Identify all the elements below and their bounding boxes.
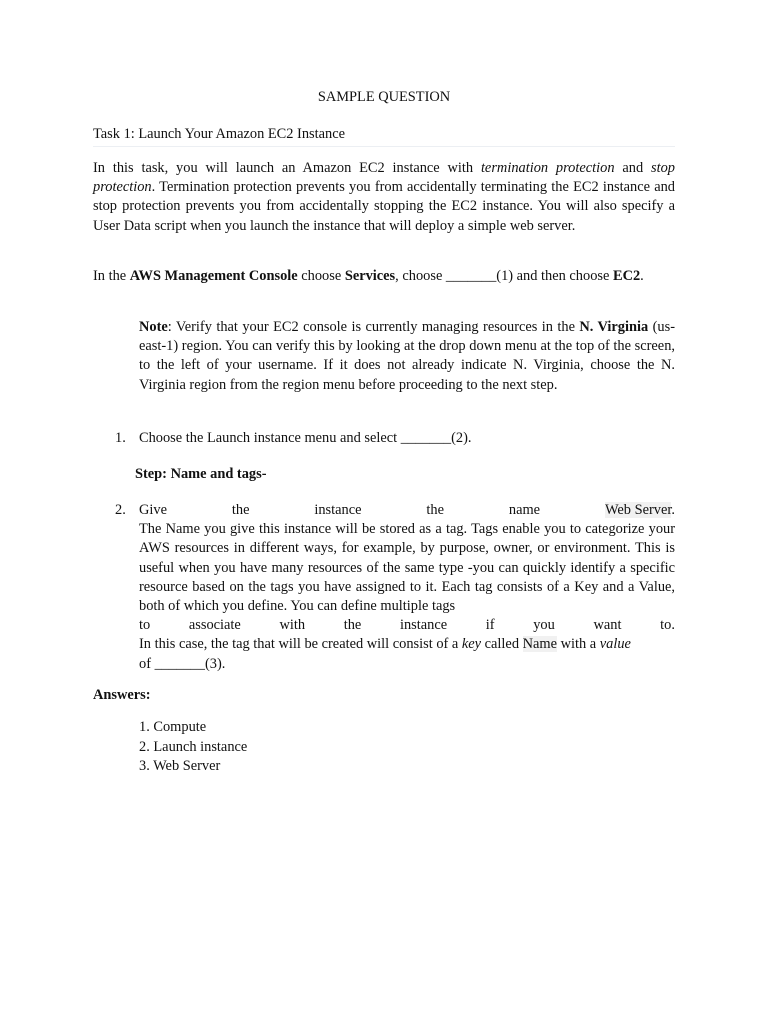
- list-number-2: 2.: [115, 502, 126, 518]
- aws-console-label: AWS Management Console: [129, 268, 298, 284]
- services-paragraph: In the AWS Management Console choose Services, choose _______(1) and then choose EC2.: [93, 268, 644, 284]
- list-number-1: 1.: [115, 430, 126, 446]
- list-item-1: Choose the Launch instance menu and select _______(2).: [139, 430, 472, 446]
- answers-list: [139, 718, 247, 777]
- value-emphasis: value: [599, 636, 631, 653]
- stop-protection-emphasis: stop protection: [93, 160, 675, 196]
- region-label: N. Virginia: [579, 319, 649, 335]
- item2-body: The Name you give this instance will be stored as a tag. Tags enable you to categorize your AWS resources in different ways, for example, by purpose, owner, or environment. This is useful when you have many resources of the same type -you can quickly identify a specific resource based on the tags you have assigned to it. Each tag consists of a Key and a Value, both of which you define. You can define multiple tags: [139, 521, 675, 615]
- answer-item: 3. Web Server: [139, 758, 221, 774]
- item2-first-line: Give the instance the name Web Server.: [139, 502, 675, 518]
- note-paragraph: Note: Verify that your EC2 console is currently managing resources in the N. Virginia (us-east-1) region. You can verify this by looking at the drop down menu at the top of the screen, to the left of your username. If it does not already indicate N. Virginia, choose the N. Virginia region from the region menu before proceeding to the next step.: [139, 319, 676, 393]
- note-label: Note: [139, 319, 168, 335]
- step-heading: Step: Name and tags-: [135, 466, 267, 482]
- ec2-label: EC2: [612, 268, 641, 284]
- task-heading: Task 1: Launch Your Amazon EC2 Instance: [93, 125, 675, 147]
- item2-last-line: of _______(3).: [139, 655, 226, 672]
- intro-paragraph: In this task, you will launch an Amazon EC2 instance with termination protection and stop protection. Termination protection prevents you from accidentally terminating the EC2 instance and stop protection prevents you from accidentally stopping the EC2 instance. You will also specify a User Data script when you launch the instance that will deploy a simple web server.: [93, 160, 675, 234]
- termination-protection-emphasis: termination protection: [480, 160, 615, 176]
- item2-tag-line: In this case, the tag that will be created will consist of a key called Name with a value: [139, 636, 631, 653]
- services-label: Services: [344, 268, 396, 284]
- name-highlight: Name: [522, 636, 557, 653]
- web-server-highlight: Web Server: [604, 502, 672, 518]
- page-title: SAMPLE QUESTION: [317, 89, 451, 105]
- answer-item: 1. Compute: [139, 719, 207, 735]
- answers-heading: Answers:: [93, 687, 151, 703]
- list-item-2: [139, 501, 675, 674]
- item2-justified-line: to associate with the instance if you want to.: [139, 617, 675, 634]
- key-emphasis: key: [461, 636, 482, 653]
- answer-item: 2. Launch instance: [139, 738, 248, 755]
